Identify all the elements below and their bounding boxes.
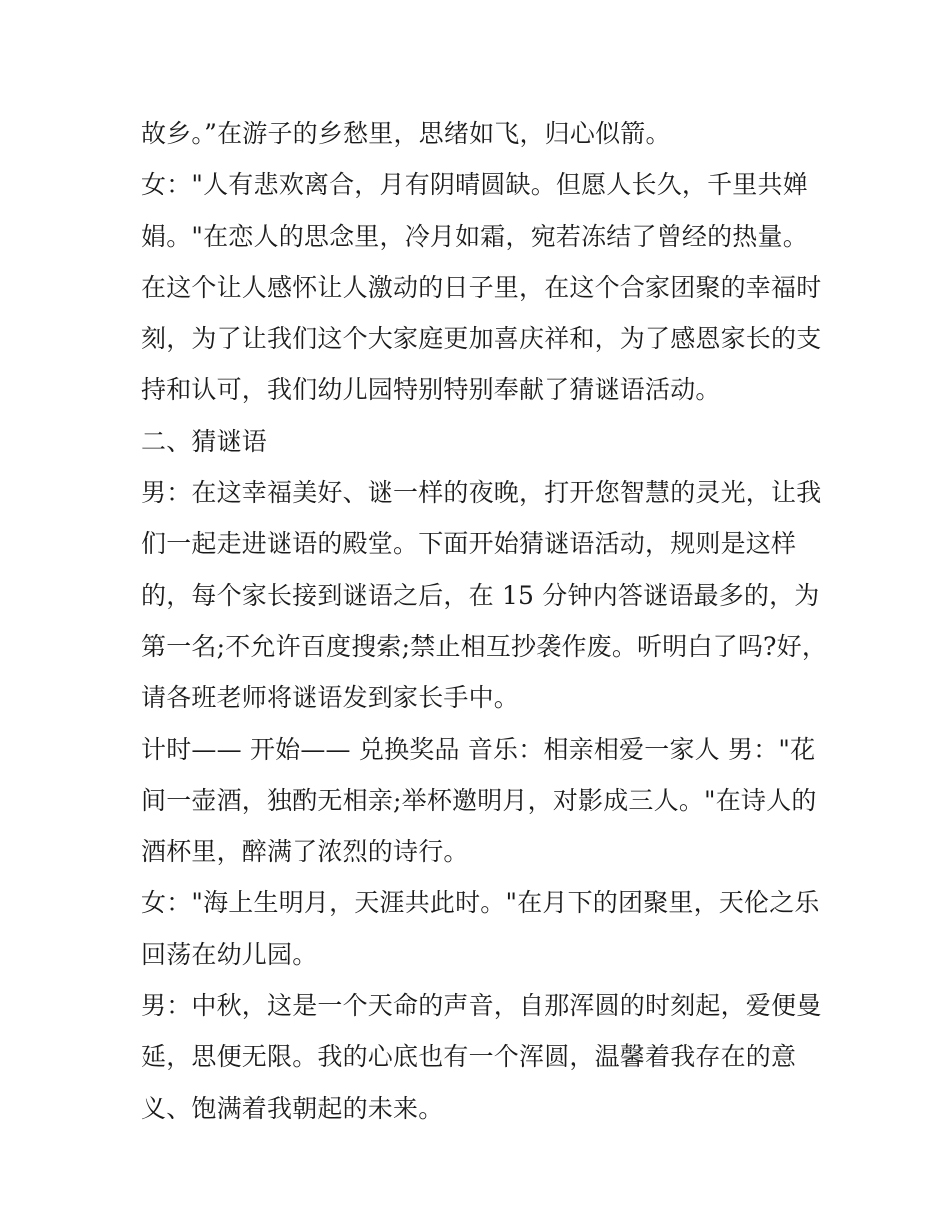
- text-line: 义、饱满着我朝起的未来。: [141, 1093, 444, 1123]
- text-line: 酒杯里，醉满了浓烈的诗行。: [141, 837, 469, 867]
- text-line: 计时—— 开始—— 兑换奖品 音乐：相亲相爱一家人 男："花: [141, 734, 816, 764]
- text-line: 在这个让人感怀让人激动的日子里，在这个合家团聚的幸福时: [141, 272, 822, 302]
- text-line: 第一名;不允许百度搜索;禁止相互抄袭作废。听明白了吗?好，: [141, 631, 828, 661]
- section-heading: 二、猜谜语: [141, 426, 268, 456]
- document-body: [141, 108, 828, 1134]
- text-line: 回荡在幼儿园。: [141, 939, 318, 969]
- text-line: 娟。"在恋人的思念里，冷月如霜，宛若冻结了曾经的热量。: [141, 221, 808, 251]
- text-line: 间一壶酒，独酌无相亲;举杯邀明月，对影成三人。"在诗人的: [141, 785, 817, 815]
- text-line: 故乡。”在游子的乡愁里，思绪如飞，归心似箭。: [141, 119, 671, 148]
- text-line: 延，思便无限。我的心底也有一个浑圆，温馨着我存在的意: [141, 1042, 797, 1072]
- text-line: 请各班老师将谜语发到家长手中。: [141, 683, 520, 713]
- text-line: 男：在这幸福美好、谜一样的夜晚，打开您智慧的灵光，让我: [141, 478, 822, 508]
- text-line: 们一起走进谜语的殿堂。下面开始猜谜语活动，规则是这样: [141, 529, 797, 559]
- text-line: 女："人有悲欢离合，月有阴晴圆缺。但愿人长久，千里共婵: [141, 170, 808, 200]
- text-line: 刻，为了让我们这个大家庭更加喜庆祥和，为了感恩家长的支: [141, 324, 822, 354]
- text-line: 的，每个家长接到谜语之后，在 15 分钟内答谜语最多的，为: [141, 580, 820, 610]
- text-line: 男：中秋，这是一个天命的声音，自那浑圆的时刻起，爱便曼: [141, 991, 822, 1021]
- text-line: 女："海上生明月，天涯共此时。"在月下的团聚里，天伦之乐: [141, 888, 820, 918]
- text-line: 持和认可，我们幼儿园特别特别奉献了猜谜语活动。: [141, 375, 721, 405]
